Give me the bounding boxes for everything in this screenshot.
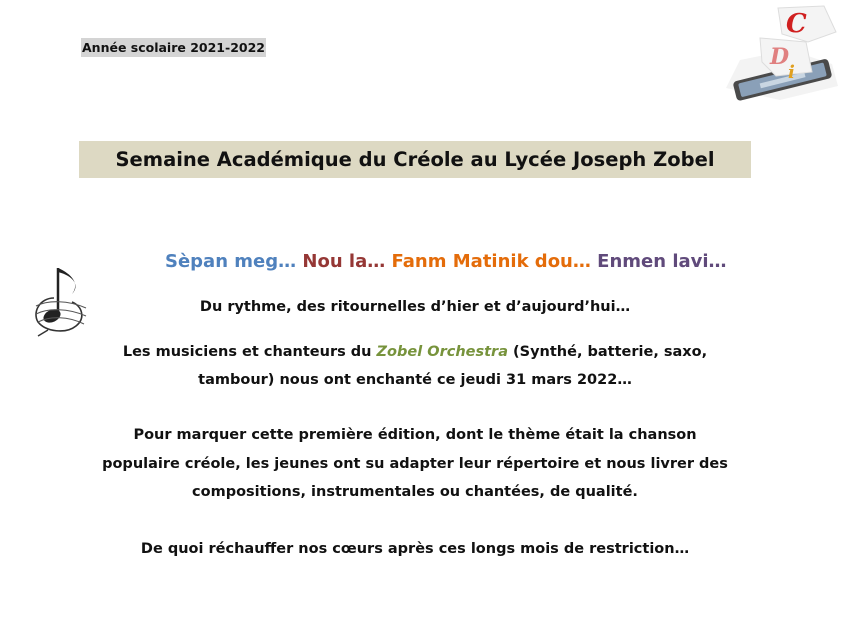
closing-paragraph: De quoi réchauffer nos cœurs après ces longs mois de restriction…: [140, 541, 690, 557]
cdi-logo-icon: [720, 2, 842, 102]
musicians-text-part2: (Synthé, batterie, saxo,: [507, 344, 708, 360]
edition-paragraph: [70, 421, 760, 507]
musicians-line-2: tambour) nous ont enchanté ce jeudi 31 mars 2022…: [198, 372, 632, 388]
zobel-orchestra-name: Zobel Orchestra: [376, 344, 508, 360]
edition-line: compositions, instrumentales ou chantées, de qualité.: [192, 484, 638, 500]
logo-letter-d: D: [770, 44, 790, 70]
musicians-text-part1: Les musiciens et chanteurs du: [122, 344, 377, 360]
tagline-nou-la: Nou la…: [302, 251, 386, 272]
tagline-fanm-matinik-dou: Fanm Matinik dou…: [391, 251, 591, 272]
lead-paragraph: Du rythme, des ritournelles d’hier et d’aujourd’hui…: [199, 299, 631, 315]
page-title: Semaine Académique du Créole au Lycée Joseph Zobel: [79, 141, 751, 178]
musicians-paragraph: [70, 338, 760, 394]
tagline-sepan-meg: Sèpan meg…: [165, 251, 297, 272]
tagline-enmen-lavi: Enmen lavi…: [597, 251, 727, 272]
edition-line: populaire créole, les jeunes ont su adapter leur répertoire et nous livrer des: [102, 455, 728, 472]
edition-line: Pour marquer cette première édition, dont le thème était la chanson: [133, 427, 697, 443]
musicians-line-1: [70, 338, 760, 366]
logo-letter-c: C: [786, 9, 807, 39]
logo-letter-i: i: [788, 62, 795, 83]
creole-song-taglines: [165, 249, 727, 275]
school-year-label: Année scolaire 2021-2022: [82, 40, 265, 55]
